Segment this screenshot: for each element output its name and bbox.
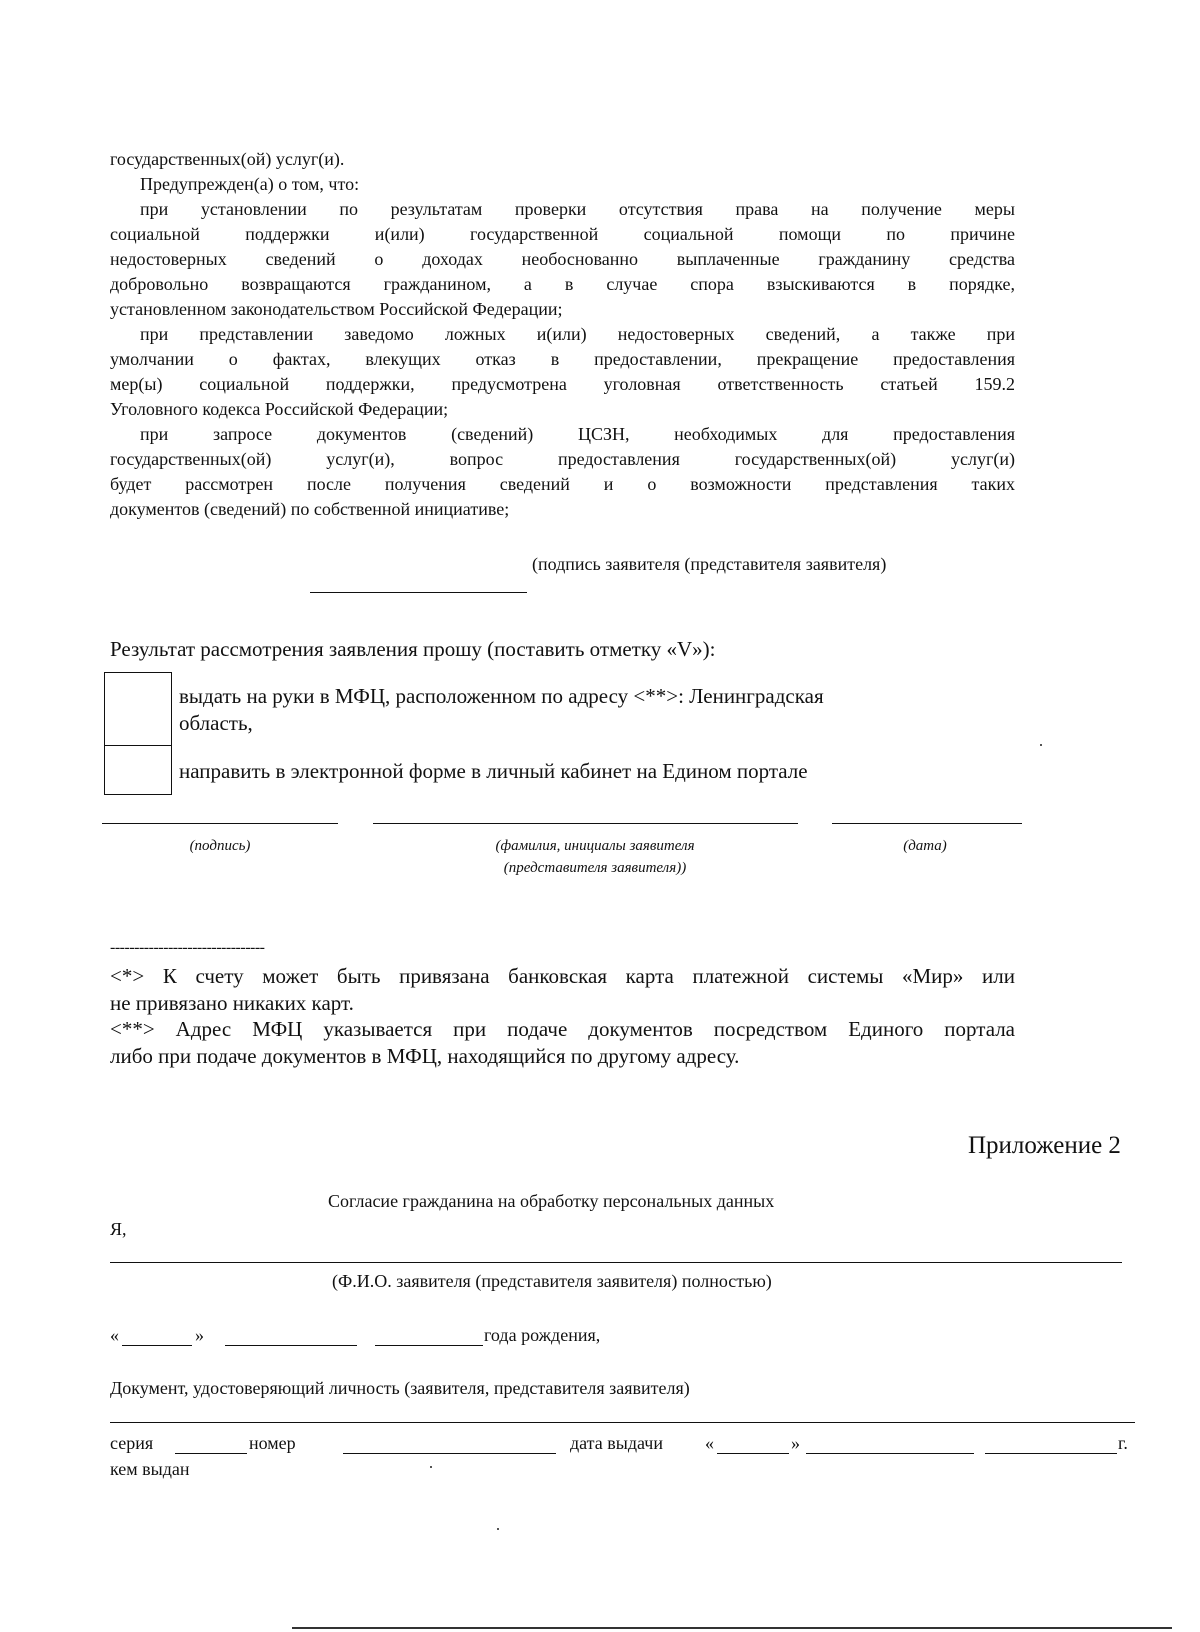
scan-edge bbox=[292, 1627, 1172, 1629]
caption-signature: (подпись) bbox=[189, 838, 251, 854]
paragraph-line: недостоверных сведений о доходах необоснованно выплаченные гражданину средства bbox=[110, 249, 1015, 269]
issue-year-field[interactable] bbox=[985, 1453, 1117, 1454]
signature-caption: (подпись заявителя (представителя заявителя) bbox=[532, 554, 887, 574]
footnote-line: <**> Адрес МФЦ указывается при подаче документов посредством Единого портала bbox=[110, 1017, 1015, 1041]
series-label: серия bbox=[110, 1433, 154, 1453]
date-field[interactable] bbox=[832, 823, 1022, 824]
checkbox-mfc[interactable] bbox=[104, 672, 172, 746]
paragraph-line: государственных(ой) услуг(и), вопрос предоставления государственных(ой) услуг(и) bbox=[110, 449, 1015, 469]
fio-caption: (Ф.И.О. заявителя (представителя заявителя) полностью) bbox=[332, 1271, 772, 1291]
paragraph-line: Уголовного кодекса Российской Федерации; bbox=[110, 399, 449, 419]
issue-day-field[interactable] bbox=[717, 1453, 789, 1454]
caption-date: (дата) bbox=[903, 838, 947, 854]
signature-line[interactable] bbox=[310, 592, 527, 593]
scan-speck bbox=[497, 1528, 499, 1530]
issued-by-label: кем выдан bbox=[110, 1459, 190, 1479]
number-label: номер bbox=[249, 1433, 296, 1453]
paragraph-line: мер(ы) социальной поддержки, предусмотрена уголовная ответственность статьей 159.2 bbox=[110, 374, 1015, 394]
text-line: Предупрежден(а) о том, что: bbox=[140, 174, 360, 194]
year-suffix: г. bbox=[1118, 1433, 1128, 1453]
paragraph-line: документов (сведений) по собственной инициативе; bbox=[110, 499, 510, 519]
consent-title: Согласие гражданина на обработку персональных данных bbox=[328, 1191, 775, 1211]
footnote-separator: -------------------------------- bbox=[110, 939, 265, 956]
doc-label: Документ, удостоверяющий личность (заявителя, представителя заявителя) bbox=[110, 1378, 690, 1398]
birth-day-field[interactable] bbox=[122, 1345, 192, 1346]
name-field[interactable] bbox=[373, 823, 798, 824]
footnote-line: либо при подаче документов в МФЦ, находящийся по другому адресу. bbox=[110, 1044, 740, 1068]
issue-date-label: дата выдачи bbox=[570, 1433, 663, 1453]
ya-label: Я, bbox=[110, 1219, 127, 1239]
caption-name: (фамилия, инициалы заявителя bbox=[495, 838, 695, 854]
quote-close: » bbox=[791, 1433, 800, 1453]
signature-field[interactable] bbox=[102, 823, 338, 824]
doc-field[interactable] bbox=[110, 1422, 1135, 1423]
caption-name: (представителя заявителя)) bbox=[503, 860, 687, 876]
footnote-line: не привязано никаких карт. bbox=[110, 991, 354, 1015]
paragraph-line: при установлении по результатам проверки отсутствия права на получение меры bbox=[140, 199, 1015, 219]
paragraph-line: при представлении заведомо ложных и(или) недостоверных сведений, а также при bbox=[140, 324, 1015, 344]
option-mfc-label: область, bbox=[179, 711, 253, 735]
option-portal-label: направить в электронной форме в личный кабинет на Едином портале bbox=[179, 759, 808, 783]
paragraph-line: социальной поддержки и(или) государственной социальной помощи по причине bbox=[110, 224, 1015, 244]
birth-year-field[interactable] bbox=[375, 1345, 483, 1346]
fio-field[interactable] bbox=[110, 1262, 1122, 1263]
scan-speck bbox=[430, 1466, 432, 1468]
issue-month-field[interactable] bbox=[806, 1453, 974, 1454]
quote-open: « bbox=[705, 1433, 714, 1453]
paragraph-line: при запросе документов (сведений) ЦСЗН, необходимых для предоставления bbox=[140, 424, 1015, 444]
paragraph-line: установленном законодательством Российской Федерации; bbox=[110, 299, 563, 319]
series-field[interactable] bbox=[175, 1453, 247, 1454]
birth-label: года рождения, bbox=[484, 1325, 601, 1345]
paragraph-line: добровольно возвращаются гражданином, а в случае спора взыскиваются в порядке, bbox=[110, 274, 1015, 294]
text-line: государственных(ой) услуг(и). bbox=[110, 149, 345, 169]
scan-speck bbox=[1040, 744, 1042, 746]
option-mfc-label: выдать на руки в МФЦ, расположенном по адресу <**>: Ленинградская bbox=[179, 684, 824, 708]
paragraph-line: умолчании о фактах, влекущих отказ в предоставлении, прекращение предоставления bbox=[110, 349, 1015, 369]
checkbox-portal[interactable] bbox=[104, 745, 172, 795]
result-heading: Результат рассмотрения заявления прошу (поставить отметку «V»): bbox=[110, 637, 716, 661]
footnote-line: <*> К счету может быть привязана банковская карта платежной системы «Мир» или bbox=[110, 964, 1015, 988]
number-field[interactable] bbox=[343, 1453, 556, 1454]
quote-open: « bbox=[110, 1325, 119, 1345]
birth-month-field[interactable] bbox=[225, 1345, 357, 1346]
appendix-label: Приложение 2 bbox=[968, 1132, 1121, 1159]
quote-close: » bbox=[195, 1325, 204, 1345]
paragraph-line: будет рассмотрен после получения сведений и о возможности представления таких bbox=[110, 474, 1015, 494]
